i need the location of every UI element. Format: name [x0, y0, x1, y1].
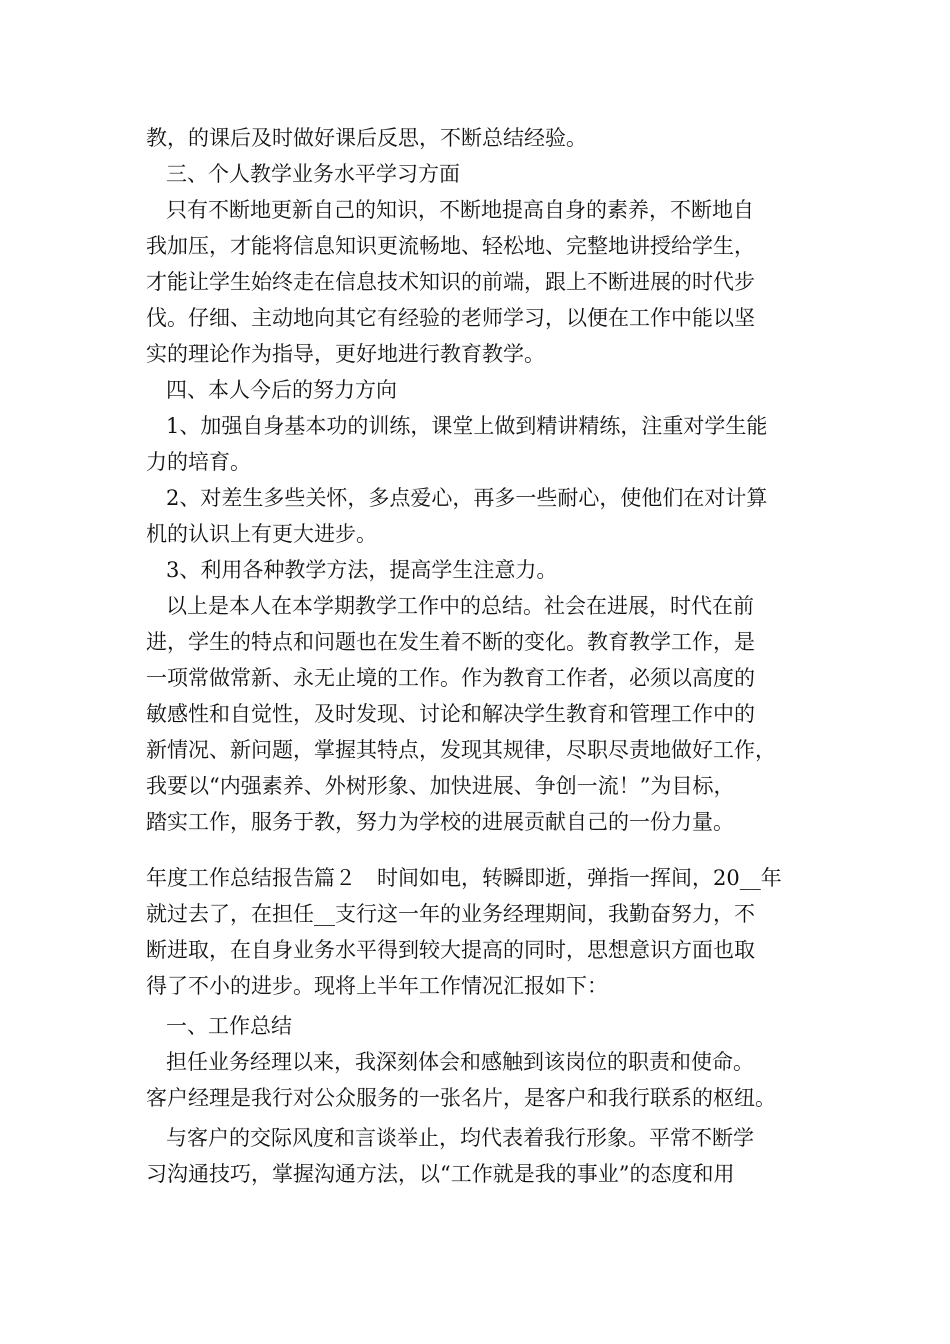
- text-line: 只有不断地更新自己的知识，不断地提高自身的素养，不断地自: [166, 198, 754, 222]
- text-line: 实的理论作为指导，更好地进行教育教学。: [146, 342, 545, 366]
- section-heading: 一、工作总结: [166, 1014, 292, 1038]
- section-heading: 四、本人今后的努力方向: [166, 378, 397, 402]
- text-line: 教，的课后及时做好课后反思，不断总结经验。: [146, 126, 587, 150]
- text-line: 断进取，在自身业务水平得到较大提高的同时，思想意识方面也取: [146, 938, 755, 962]
- text-line: 新情况、新问题，掌握其特点，发现其规律，尽职尽责地做好工作，: [146, 738, 776, 762]
- text-line: 得了不小的进步。现将上半年工作情况汇报如下：: [146, 974, 608, 998]
- text-line: 担任业务经理以来，我深刻体会和感触到该岗位的职责和使命。: [166, 1050, 754, 1074]
- text-line: 机的认识上有更大进步。: [146, 522, 377, 546]
- text-line: 进，学生的特点和问题也在发生着不断的变化。教育教学工作，是: [146, 630, 755, 654]
- text-line: 力的培育。: [146, 450, 251, 474]
- list-item: 3、利用各种教学方法，提高学生注意力。: [166, 558, 558, 582]
- text-line: 就过去了，在担任__支行这一年的业务经理期间，我勤奋努力，不: [146, 902, 755, 926]
- text-line: 一项常做常新、永无止境的工作。作为教育工作者，必须以高度的: [146, 666, 755, 690]
- list-item: 1、加强自身基本功的训练，课堂上做到精讲精练，注重对学生能: [166, 414, 768, 438]
- text-line: 我要以“内强素养、外树形象、加快进展、争创一流！”为目标，: [146, 774, 735, 798]
- text-line: 客户经理是我行对公众服务的一张名片，是客户和我行联系的枢纽。: [146, 1086, 776, 1110]
- text-line: 我加压，才能将信息知识更流畅地、轻松地、完整地讲授给学生，: [146, 234, 755, 258]
- text-line: 才能让学生始终走在信息技术知识的前端，跟上不断进展的时代步: [146, 270, 755, 294]
- text-line: 与客户的交际风度和言谈举止，均代表着我行形象。平常不断学: [166, 1126, 754, 1150]
- text-line: 伐。仔细、主动地向其它有经验的老师学习，以便在工作中能以坚: [146, 306, 755, 330]
- section-heading: 三、个人教学业务水平学习方面: [166, 162, 460, 186]
- text-line: 敏感性和自觉性，及时发现、讨论和解决学生教育和管理工作中的: [146, 702, 755, 726]
- text-line: 年度工作总结报告篇２ 时间如电，转瞬即逝，弹指一挥间，20__年: [146, 866, 782, 890]
- list-item: 2、对差生多些关怀，多点爱心，再多一些耐心，使他们在对计算: [166, 486, 768, 510]
- text-line: 习沟通技巧，掌握沟通方法，以“工作就是我的事业”的态度和用: [146, 1162, 735, 1186]
- text-line: 踏实工作，服务于教，努力为学校的进展贡献自己的一份力量。: [146, 810, 734, 834]
- text-line: 以上是本人在本学期教学工作中的总结。社会在进展，时代在前: [166, 594, 754, 618]
